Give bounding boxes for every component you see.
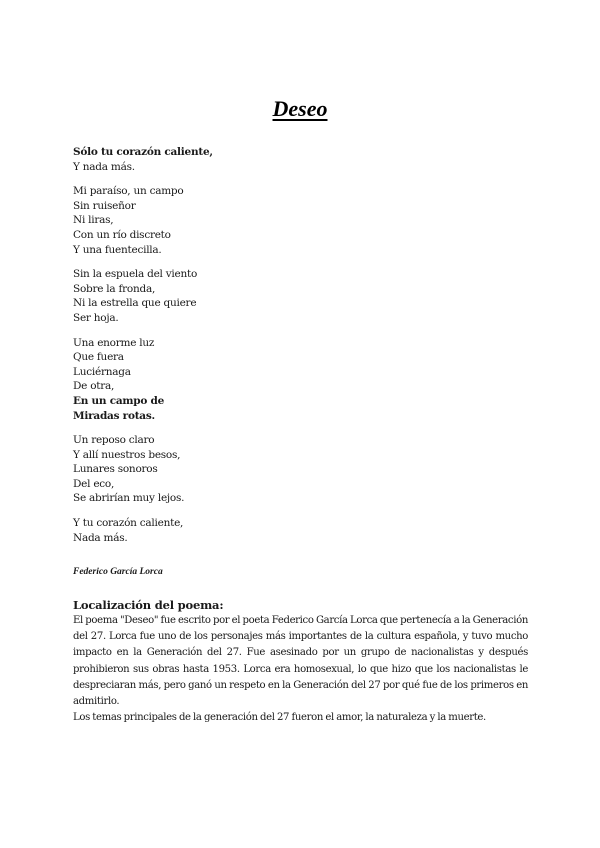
poem-line: Y allí nuestros besos, (73, 448, 181, 461)
section-heading: Localización del poema: (73, 598, 224, 612)
poem-stanza (73, 516, 213, 545)
poem-line: Sin ruiseñor (73, 199, 136, 212)
poem-line: Mi paraíso, un campo (73, 185, 184, 198)
poem-line: Y tu corazón caliente, (73, 517, 184, 530)
poem-line: Ser hoja. (73, 311, 119, 324)
poem-line: Un reposo claro (73, 434, 155, 447)
poem-line: Y una fuentecilla. (73, 243, 162, 256)
poem-line: Luciérnaga (73, 365, 131, 378)
poem-line: Se abrirían muy lejos. (73, 492, 185, 505)
poem-stanza (73, 267, 213, 325)
poem-line: De otra, (73, 380, 115, 393)
poem-stanza (73, 145, 213, 174)
poem-line: Con un río discreto (73, 228, 171, 241)
poem-stanza (73, 433, 213, 506)
poem-stanza (73, 184, 213, 257)
poem (73, 145, 213, 555)
poem-line: Y nada más. (73, 160, 135, 173)
poem-line: Sobre la fronda, (73, 282, 156, 295)
analysis-section (73, 597, 528, 726)
poem-line: En un campo de (73, 394, 165, 407)
poem-line: Ni la estrella que quiere (73, 297, 197, 310)
poem-line: Que fuera (73, 351, 124, 364)
analysis-paragraph: El poema "Deseo" fue escrito por el poeta Federico García Lorca que pertenecía a la Generación del 27. Lorca fue uno de los personajes más importantes de la cultura española, y tuvo mucho impacto en la Generación del 27. Fue asesinado por un grupo de nacionalistas y después prohibieron sus obras hasta 1953. Lorca era homosexual, lo que hizo que los nacionalistas le despreciaran más, pero ganó un respeto en la Generación del 27 por qué fue de los primeros en admitirlo. (73, 615, 528, 708)
poem-line: Ni liras, (73, 214, 114, 227)
poem-line: Miradas rotas. (73, 409, 155, 422)
poem-line: Sólo tu corazón caliente, (73, 146, 213, 158)
poem-author: Federico García Lorca (73, 567, 163, 577)
page-title: Deseo (272, 96, 328, 121)
poem-line: Sin la espuela del viento (73, 268, 198, 281)
poem-line: Una enorme luz (73, 336, 155, 349)
analysis-paragraph-themes: Los temas principales de la generación del 27 fueron el amor, la naturaleza y la muerte. (73, 712, 486, 724)
poem-line: Del eco, (73, 477, 115, 490)
poem-line: Nada más. (73, 531, 128, 544)
poem-stanza (73, 336, 213, 424)
poem-line: Lunares sonoros (73, 463, 158, 476)
